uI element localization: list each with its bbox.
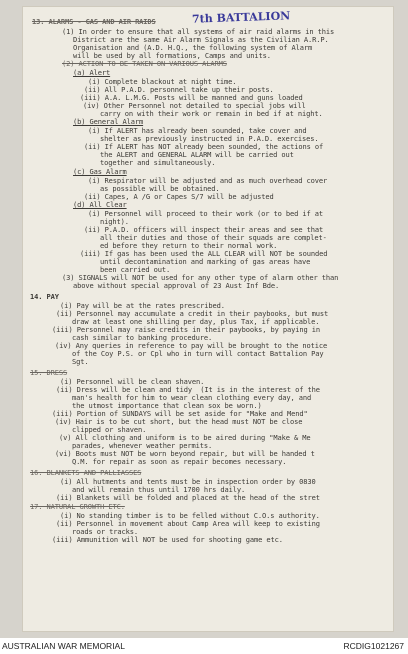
document-line: roads or tracks. [72, 527, 138, 536]
document-line: (ii) Dress will be clean and tidy (It is in the interest of the [56, 385, 320, 394]
document-line: Q.M. for repair as soon as repair becomes necessary. [72, 457, 287, 466]
document-line: (ii) Blankets will be folded and placed at the head of the stret [56, 493, 320, 502]
document-line: (1) In order to ensure that all systems of air raid alarms in this [62, 27, 335, 36]
document-line: above without special approval of 23 Aust Inf Bde. [73, 281, 280, 290]
document-line: (d) All Clear [73, 200, 127, 209]
document-line: night). [100, 217, 129, 226]
document-line: as possible will be obtained. [100, 184, 220, 193]
archive-footer [0, 638, 408, 654]
document-line: Sgt. [72, 357, 89, 366]
document-line: 16. BLANKETS AND PALLIASSES [30, 468, 142, 477]
document-line: (iii) Personnel may raise credits in their paybooks, by paying in [52, 325, 320, 334]
document-line: 15. DRESS [30, 368, 68, 377]
document-line: will be used by all formations, Camps and units. [73, 51, 271, 60]
document-line: clipped or shaven. [72, 425, 147, 434]
document-line: (i) All hutments and tents must be in inspection order by 0830 [60, 477, 316, 486]
document-line: 17. NATURAL GROWTH ETC. [30, 502, 125, 511]
document-line: carry on with their work or remain in bed if at night. [100, 109, 323, 118]
document-line: (iii) If gas has been used the ALL CLEAR will NOT be sounded [80, 249, 328, 258]
document-line: the ALERT and GENERAL ALARM will be carried out [100, 150, 294, 159]
document-line: 13. ALARMS - GAS AND AIR RAIDS [32, 17, 156, 26]
document-line: all their duties and those of their squads are complet- [100, 233, 327, 242]
document-line: together and simultaneously. [100, 158, 216, 167]
document-line: (iv) Other Personnel not detailed to special jobs will [83, 101, 306, 110]
battalion-stamp: 7th BATTALION [191, 9, 291, 26]
document-line: (ii) All P.A.D. personnel take up their posts. [84, 85, 274, 94]
document-line: District are the same Air Alarm Signals as the Civilian A.R.P. [73, 35, 329, 44]
archive-name: AUSTRALIAN WAR MEMORIAL [2, 641, 125, 651]
document-line: (ii) P.A.D. officers will inspect their areas and see that [84, 225, 324, 234]
document-line: of the Coy P.S. or Cpl who in turn will contact Battalion Pay [72, 349, 324, 358]
document-line: Organisation and (A.D. H.Q., the following system of Alarm [73, 43, 313, 52]
document-line: shelter as previously instructed in P.A.D. exercises. [100, 134, 319, 143]
document-line: (ii) Personnel in movement about Camp Area will keep to existing [56, 519, 320, 528]
document-sheet [22, 6, 394, 632]
document-line: (ii) Capes, A /G or Capes S/7 will be adjusted [84, 192, 274, 201]
document-line: (iv) Any queries in reference to pay will be brought to the notice [55, 341, 328, 350]
document-line: and will remain thus until 1700 hrs daily. [72, 485, 246, 494]
document-line: parades, whenever weather permits. [72, 441, 213, 450]
document-line: (c) Gas Alarm [73, 167, 127, 176]
document-line: (i) Personnel will be clean shaven. [60, 377, 205, 386]
record-id: RCDIG1021267 [343, 641, 404, 651]
document-line: (a) Alert [73, 68, 111, 77]
document-line: been carried out. [100, 265, 171, 274]
document-line: (iii) Ammunition will NOT be used for shooting game etc. [52, 535, 283, 544]
document-line: (i) Respirator will be adjusted and as much overhead cover [88, 176, 328, 185]
document-line: (iii) Portion of SUNDAYS will be set aside for "Make and Mend" [52, 409, 308, 418]
document-line: (v) All clothing and uniform is to be aired during "Make & Me [59, 433, 311, 442]
document-line: ed before they return to their normal work. [100, 241, 278, 250]
document-line: until decontamination and marking of gas areas have [100, 257, 311, 266]
document-line: cash similar to banking procedure. [72, 333, 213, 342]
document-line: man's health for him to wear clean clothing every day, and [72, 393, 312, 402]
document-line: the utmost importance that clean sox be worn.) [72, 401, 262, 410]
document-line: draw at least one shilling per day, plus Tax, if applicable. [72, 317, 320, 326]
document-line: (3) SIGNALS will NOT be used for any other type of alarm other than [62, 273, 339, 282]
document-line: (iii) A.A. L.M.G. Posts will be manned and guns loaded [80, 93, 303, 102]
document-line: (iv) Hair is to be cut short, but the head must NOT be close [55, 417, 303, 426]
document-line: (i) No standing timber is to be felled without C.O.s authority. [60, 511, 320, 520]
document-line: (b) General Alarm [73, 117, 144, 126]
document-line: (i) Pay will be at the rates prescribed. [60, 301, 225, 310]
document-line: (vi) Boots must NOT be worn beyond repair, but will be handed t [55, 449, 315, 458]
document-line: (i) If ALERT has already been sounded, take cover and [88, 126, 307, 135]
document-line: (i) Personnel will proceed to their work (or to bed if at [88, 209, 323, 218]
document-line: (ii) If ALERT has NOT already been sounded, the actions of [84, 142, 324, 151]
document-line: (2) ACTION TO BE TAKEN ON VARIOUS ALARMS [62, 59, 227, 68]
document-line: (i) Complete blackout at night time. [88, 77, 237, 86]
document-line: 14. PAY [30, 292, 59, 301]
document-line: (ii) Personnel may accumulate a credit in their paybooks, but must [56, 309, 329, 318]
